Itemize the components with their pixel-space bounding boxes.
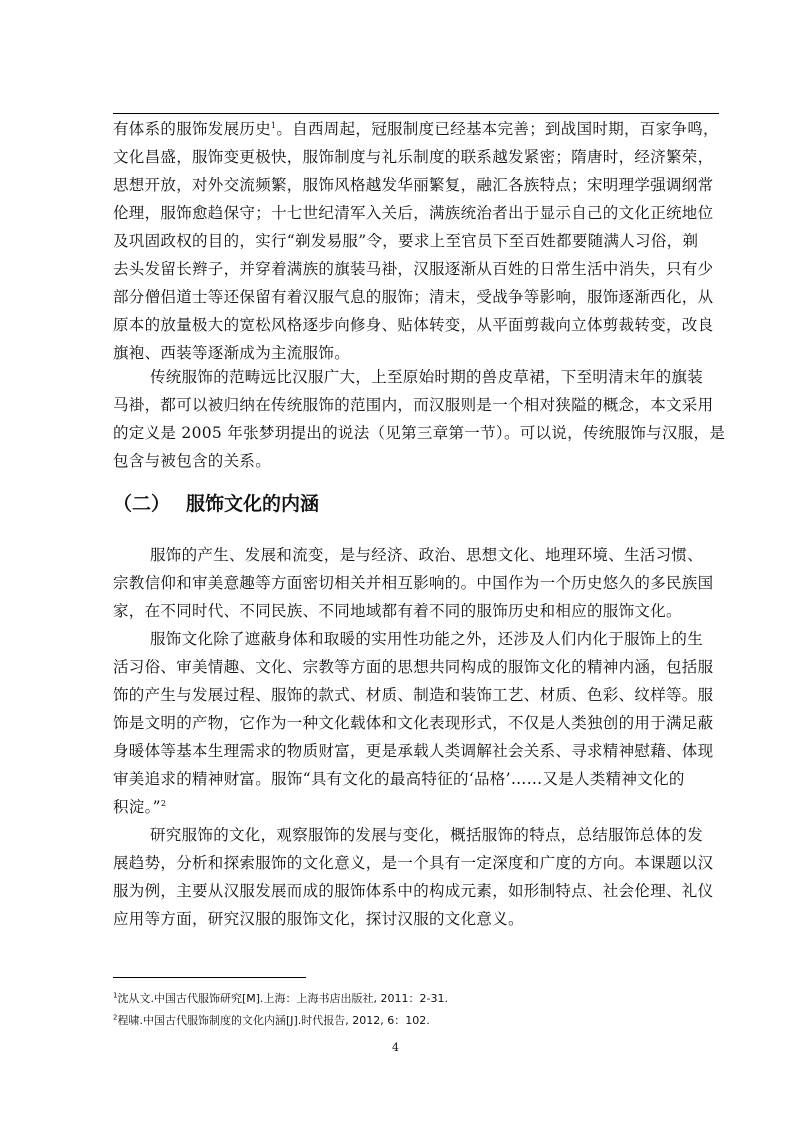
paragraph-2-line-4: 包含与被包含的关系。 (113, 452, 272, 470)
paragraph-1-line-9: 旗袍、西装等逐渐成为主流服饰。 (113, 344, 351, 362)
footnote-2: $^2$程啸.中国古代服饰制度的文化内涵[J].时代报告, 2012, 6：102. (113, 1013, 430, 1027)
paragraph-1-line-1: 有体系的服饰发展历史$^1$。自西周起，冠服制度已经基本完善；到战国时期，百家争鸣， (113, 120, 719, 138)
paragraph-4-line-7: 积淀。”$^2$ (113, 798, 167, 816)
footnote-rule (113, 977, 306, 978)
paragraph-2-line-1: 传统服饰的范畴远比汉服广大，上至原始时期的兽皮草裙，下至明清末年的旗装 (150, 368, 704, 386)
paragraph-3-line-3: 家，在不同时代、不同民族、不同地域都有着不同的服饰历史和相应的服饰文化。 (113, 602, 682, 620)
section-title: 服饰文化的内涵 (186, 493, 320, 515)
paragraph-2-line-3: 的定义是 2005 年张梦玥提出的说法（见第三章第一节）。可以说，传统服饰与汉服，是 (113, 424, 726, 442)
page-number: 4 (392, 1041, 399, 1054)
header-rule (113, 113, 719, 114)
paragraph-3-line-1: 服饰的产生、发展和流变，是与经济、政治、思想文化、地理环境、生活习惯、 (150, 546, 704, 564)
paragraph-1-line-7: 部分僧侣道士等还保留有着汉服气息的服饰；清末，受战争等影响，服饰逐渐西化，从 (113, 288, 714, 306)
paragraph-4-line-4: 饰是文明的产物，它作为一种文化载体和文化表现形式，不仅是人类独创的用于满足蔽 (113, 714, 714, 732)
paragraph-1-line-4: 伦理，服饰愈趋保守；十七世纪清军入关后，满族统治者出于显示自己的文化正统地位 (113, 204, 714, 222)
paragraph-4-line-3: 饰的产生与发展过程、服饰的款式、材质、制造和装饰工艺、材质、色彩、纹样等。服 (113, 686, 714, 704)
paragraph-2-line-2: 马褂，都可以被归纳在传统服饰的范围内，而汉服则是一个相对狭隘的概念，本文采用 (113, 396, 714, 414)
footnote-1: $^1$沈从文.中国古代服饰研究[M].上海：上海书店出版社, 2011：2-31. (113, 991, 448, 1005)
paragraph-5-line-4: 应用等方面，研究汉服的服饰文化，探讨汉服的文化意义。 (113, 910, 524, 928)
paragraph-3-line-2: 宗教信仰和审美意趣等方面密切相关并相互影响的。中国作为一个历史悠久的多民族国 (113, 574, 714, 592)
paragraph-1-line-8: 原本的放量极大的宽松风格逐步向修身、贴体转变，从平面剪裁向立体剪裁转变，改良 (113, 316, 714, 334)
paragraph-1-line-6: 去头发留长辫子，并穿着满族的旗装马褂，汉服逐渐从百姓的日常生活中消失，只有少 (113, 260, 714, 278)
section-heading (113, 489, 319, 516)
section-number: （二） (113, 493, 171, 515)
footnote-ref-2[interactable]: 2 (160, 798, 167, 808)
paragraph-5-line-3: 服为例，主要从汉服发展而成的服饰体系中的构成元素，如形制特点、社会伦理、礼仪 (113, 882, 714, 900)
paragraph-1-line-5: 及巩固政权的目的，实行“剃发易服”令，要求上至官员下至百姓都要随满人习俗，剃 (113, 232, 699, 250)
paragraph-5-line-1: 研究服饰的文化，观察服饰的发展与变化，概括服饰的特点，总结服饰总体的发 (150, 826, 704, 844)
paragraph-4-line-5: 身暖体等基本生理需求的物质财富，更是承载人类调解社会关系、寻求精神慰藉、体现 (113, 742, 714, 760)
paragraph-4-line-6: 审美追求的精神财富。服饰“具有文化的最高特征的‘品格’……又是人类精神文化的 (113, 770, 685, 788)
paragraph-4-line-2: 活习俗、审美情趣、文化、宗教等方面的思想共同构成的服饰文化的精神内涵，包括服 (113, 658, 714, 676)
paragraph-4-line-1: 服饰文化除了遮蔽身体和取暖的实用性功能之外，还涉及人们内化于服饰上的生 (150, 630, 704, 648)
paragraph-1-line-3: 思想开放，对外交流频繁，服饰风格越发华丽繁复，融汇各族特点；宋明理学强调纲常 (113, 176, 714, 194)
paragraph-1-line-2: 文化昌盛，服饰变更极快，服饰制度与礼乐制度的联系越发紧密；隋唐时，经济繁荣， (113, 148, 714, 166)
footnote-ref-1[interactable]: 1 (271, 120, 277, 130)
paragraph-5-line-2: 展趋势，分析和探索服饰的文化意义，是一个具有一定深度和广度的方向。本课题以汉 (113, 854, 714, 872)
